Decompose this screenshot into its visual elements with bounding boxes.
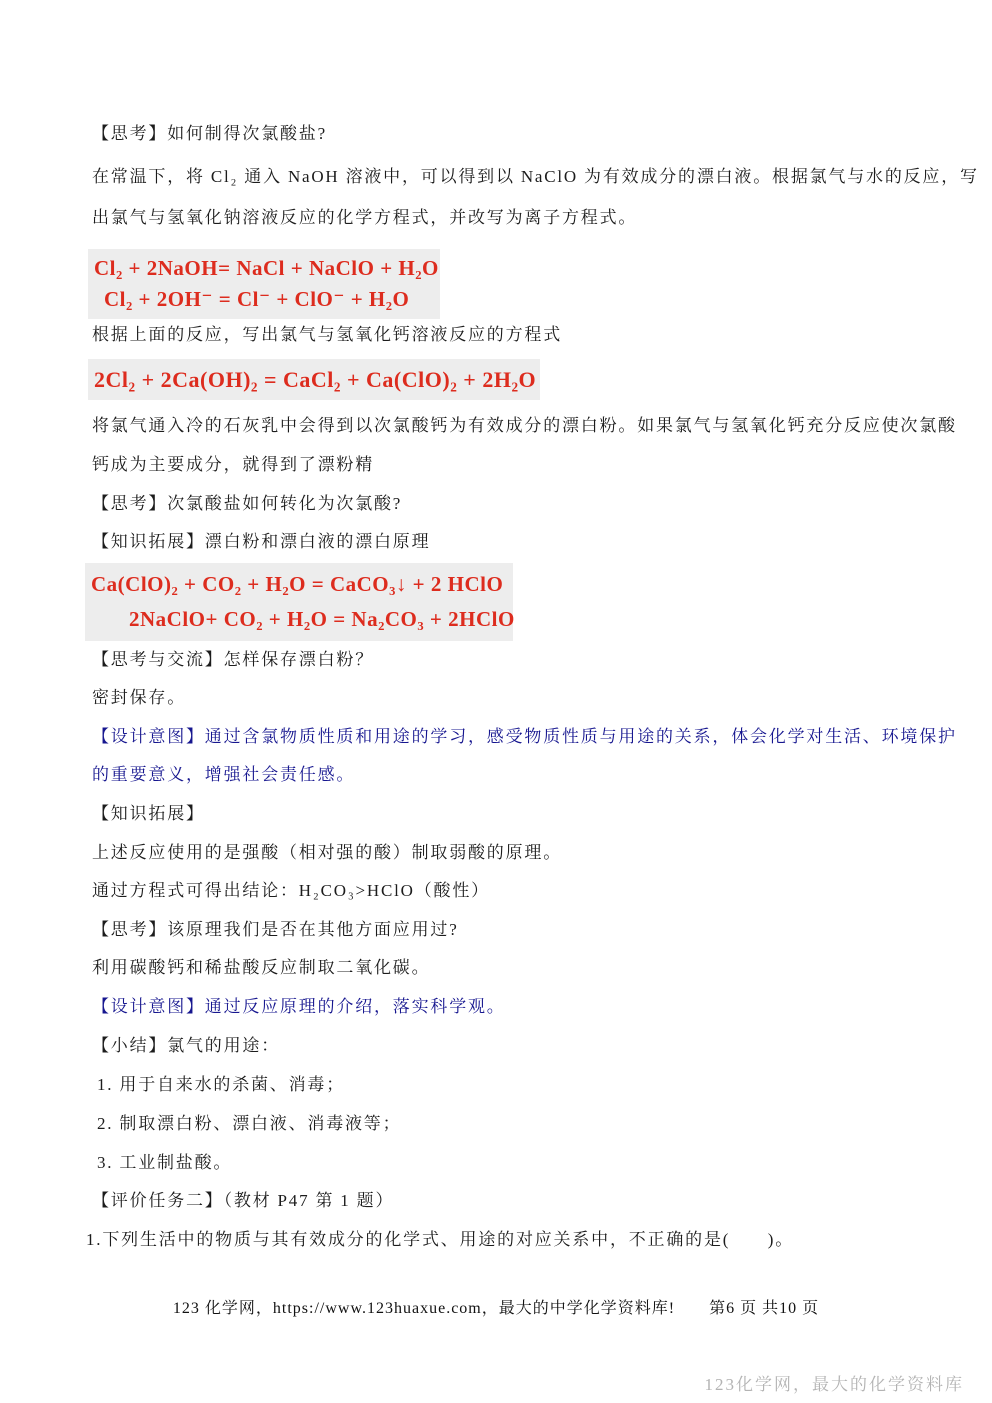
equation-cl2-oh-ionic: Cl₂ + 2OH⁻ = Cl⁻ + ClO⁻ + H₂O	[104, 287, 410, 311]
page-footer	[0, 1295, 992, 1318]
design-intent-reaction-principle: 【设计意图】通过反应原理的介绍，落实科学观。	[92, 997, 506, 1016]
paragraph-acidity-conclusion: 通过方程式可得出结论：H₂CO₃>HClO（酸性）	[92, 881, 490, 900]
paragraph-caoh2-prompt: 根据上面的反应，写出氯气与氢氧化钙溶液反应的方程式	[92, 325, 562, 344]
heading-think-other-applications: 【思考】该原理我们是否在其他方面应用过?	[92, 920, 459, 939]
equation-naclo-co2: 2NaClO+ CO₂ + H₂O = Na₂CO₃ + 2HClO	[129, 607, 515, 631]
paragraph-naoh-reaction-line1: 在常温下，将 Cl₂ 通入 NaOH 溶液中，可以得到以 NaClO 为有效成分的漂白液。根据氯气与水的反应，写	[92, 167, 979, 186]
heading-think-hypochlorite: 【思考】如何制得次氯酸盐?	[92, 124, 327, 143]
equation-cl2-caoh2: 2Cl₂ + 2Ca(OH)₂ = CaCl₂ + Ca(ClO)₂ + 2H₂O	[94, 367, 537, 392]
equation-block-caoh2	[88, 359, 540, 400]
paragraph-sealed-storage: 密封保存。	[92, 688, 186, 707]
design-intent-chlorine-line1: 【设计意图】通过含氯物质性质和用途的学习，感受物质性质与用途的关系，体会化学对生活、环境保护	[92, 727, 957, 746]
question-1: 1.下列生活中的物质与其有效成分的化学式、用途的对应关系中，不正确的是( )。	[86, 1230, 795, 1249]
paragraph-naoh-reaction-line2: 出氯气与氢氧化钠溶液反应的化学方程式，并改写为离子方程式。	[92, 208, 638, 227]
equation-block-bleach-principle	[85, 563, 513, 641]
footer-site-text: 123 化学网，https://www.123huaxue.com，最大的中学化学资料库!	[172, 1300, 676, 1317]
heading-summary-chlorine-uses: 【小结】氯气的用途：	[92, 1036, 280, 1055]
paragraph-bleaching-powder-line2: 钙成为主要成分，就得到了漂粉精	[92, 455, 374, 474]
paragraph-strong-acid-principle: 上述反应使用的是强酸（相对强的酸）制取弱酸的原理。	[92, 843, 562, 862]
paragraph-bleaching-powder-line1: 将氯气通入冷的石灰乳中会得到以次氯酸钙为有效成分的漂白粉。如果氯气与氢氧化钙充分反应使次氯酸	[92, 416, 957, 435]
footer-page-number: 第6 页 共10 页	[709, 1300, 820, 1317]
heading-think-conversion: 【思考】次氯酸盐如何转化为次氯酸?	[92, 494, 403, 513]
list-item-use-1: 1. 用于自来水的杀菌、消毒；	[97, 1075, 345, 1094]
design-intent-chlorine-line2: 的重要意义，增强社会责任感。	[92, 765, 356, 784]
heading-evaluation-task-2: 【评价任务二】（教材 P47 第 1 题）	[92, 1191, 395, 1210]
list-item-use-2: 2. 制取漂白粉、漂白液、消毒液等；	[97, 1114, 402, 1133]
heading-think-exchange-storage: 【思考与交流】怎样保存漂白粉？	[92, 650, 374, 669]
list-item-use-3: 3. 工业制盐酸。	[97, 1153, 233, 1172]
heading-knowledge-expansion: 【知识拓展】	[92, 804, 205, 823]
equation-cl2-naoh: Cl₂ + 2NaOH= NaCl + NaClO + H₂O	[94, 256, 439, 280]
watermark-text: 123化学网，最大的化学资料库	[704, 1375, 964, 1394]
heading-knowledge-bleach-principle: 【知识拓展】漂白粉和漂白液的漂白原理	[92, 532, 431, 551]
paragraph-caco3-hcl: 利用碳酸钙和稀盐酸反应制取二氧化碳。	[92, 958, 431, 977]
equation-caclo2-co2: Ca(ClO)₂ + CO₂ + H₂O = CaCO₃↓ + 2 HClO	[91, 572, 504, 596]
equation-block-naoh	[88, 249, 440, 319]
